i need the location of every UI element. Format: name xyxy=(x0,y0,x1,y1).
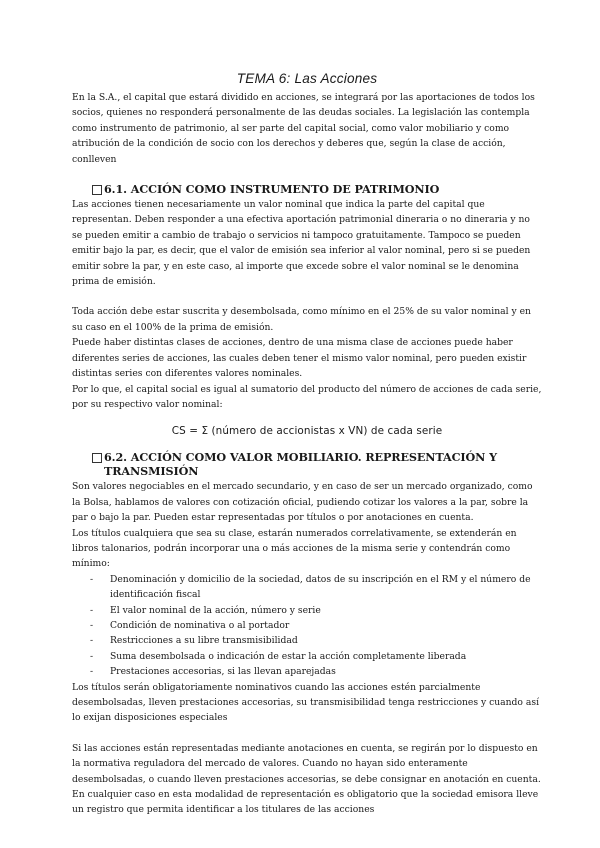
intro-paragraph: En la S.A., el capital que estará dividido en acciones, se integrará por las aportaciones de todos los socios, quienes no responderá personalmente de las deudas sociales. La legislación las contempla como instrumento de patrimonio, al ser parte del capital social, como valor mobiliario y como atribución de la condición de socio con los derechos y deberes que, según la clase de acción, conlleven xyxy=(72,92,535,165)
section-heading-6-1 xyxy=(72,182,542,196)
section-heading-text: 6.2. ACCIÓN COMO VALOR MOBILIARIO. REPRESENTACIÓN Y TRANSMISIÓN xyxy=(104,450,497,479)
dash-icon: - xyxy=(90,666,94,678)
page-title: TEMA 6: Las Acciones xyxy=(236,71,378,86)
list-item: - El valor nominal de la acción, número y serie xyxy=(72,603,542,618)
dash-icon: - xyxy=(90,619,94,631)
list-item: - Condición de nominativa o al portador xyxy=(72,618,542,633)
paragraph: En cualquier caso en esta modalidad de representación es obligatorio que la sociedad emisora lleve un registro que permita identificar a los titulares de las acciones xyxy=(72,789,539,816)
paragraph: Son valores negociables en el mercado secundario, y en caso de ser un mercado organizado, como la Bolsa, hablamos de valores con cotización oficial, pudiendo cotizar los valores a la par, sobre la par o bajo la par. Pueden estar representadas por títulos o por anotaciones en cuenta. xyxy=(72,481,533,524)
checkbox-icon xyxy=(92,185,102,195)
section-heading-6-2 xyxy=(72,450,542,478)
paragraph: Los títulos cualquiera que sea su clase, estarán numerados correlativamente, se extenderán en libros talonarios, podrán incorporar una o más acciones de la misma serie y contendrán como mínimo: xyxy=(72,527,517,570)
paragraph: Toda acción debe estar suscrita y desembolsada, como mínimo en el 25% de su valor nominal y en su caso en el 100% de la prima de emisión. xyxy=(72,306,531,333)
title-requirements-list xyxy=(72,572,542,680)
dash-icon: - xyxy=(90,650,94,662)
list-item: - Prestaciones accesorias, si las llevan aparejadas xyxy=(72,664,542,679)
dash-icon: - xyxy=(90,635,94,647)
paragraph: Las acciones tienen necesariamente un valor nominal que indica la parte del capital que representan. Deben responder a una efectiva aportación patrimonial dineraria o no dineraria y no se pueden emitir a cambio de trabajo o servicios ni tampoco gratuitamente. Tampoco se pueden emitir bajo la par, es decir, que el valor de emisión sea inferior al valor nominal, pero si se pueden emitir sobre la par, y en este caso, al importe que excede sobre el valor nominal se le denomina prima de emisión. xyxy=(72,199,531,288)
dash-icon: - xyxy=(90,573,94,585)
dash-icon: - xyxy=(90,604,94,616)
section-heading-text: 6.1. ACCIÓN COMO INSTRUMENTO DE PATRIMONIO xyxy=(104,182,440,197)
paragraph: Puede haber distintas clases de acciones, dentro de una misma clase de acciones puede haber diferentes series de acciones, las cuales deben tener el mismo valor nominal, pero pueden existir distintas series con diferentes valores nominales. xyxy=(72,337,527,380)
capital-formula: CS = Σ (número de accionistas x VN) de cada serie xyxy=(171,425,443,438)
checkbox-icon xyxy=(92,453,102,463)
list-item: - Suma desembolsada o indicación de estar la acción completamente liberada xyxy=(72,649,542,664)
list-item: - Restricciones a su libre transmisibilidad xyxy=(72,633,542,648)
list-item: - Denominación y domicilio de la sociedad, datos de su inscripción en el RM y el número de identificación fiscal xyxy=(90,573,531,601)
paragraph: Por lo que, el capital social es igual al sumatorio del producto del número de acciones de cada serie, por su respectivo valor nominal: xyxy=(72,383,542,410)
paragraph: Si las acciones están representadas mediante anotaciones en cuenta, se regirán por lo dispuesto en la normativa reguladora del mercado de valores. Cuando no hayan sido enteramente desembolsadas, o cuando lleven prestaciones accesorias, se debe consignar en anotación en cuenta. xyxy=(72,742,541,785)
paragraph: Los títulos serán obligatoriamente nominativos cuando las acciones estén parcialmente desembolsadas, lleven prestaciones accesorias, su transmisibilidad tenga restricciones y cuando así lo exijan disposiciones especiales xyxy=(72,681,540,724)
